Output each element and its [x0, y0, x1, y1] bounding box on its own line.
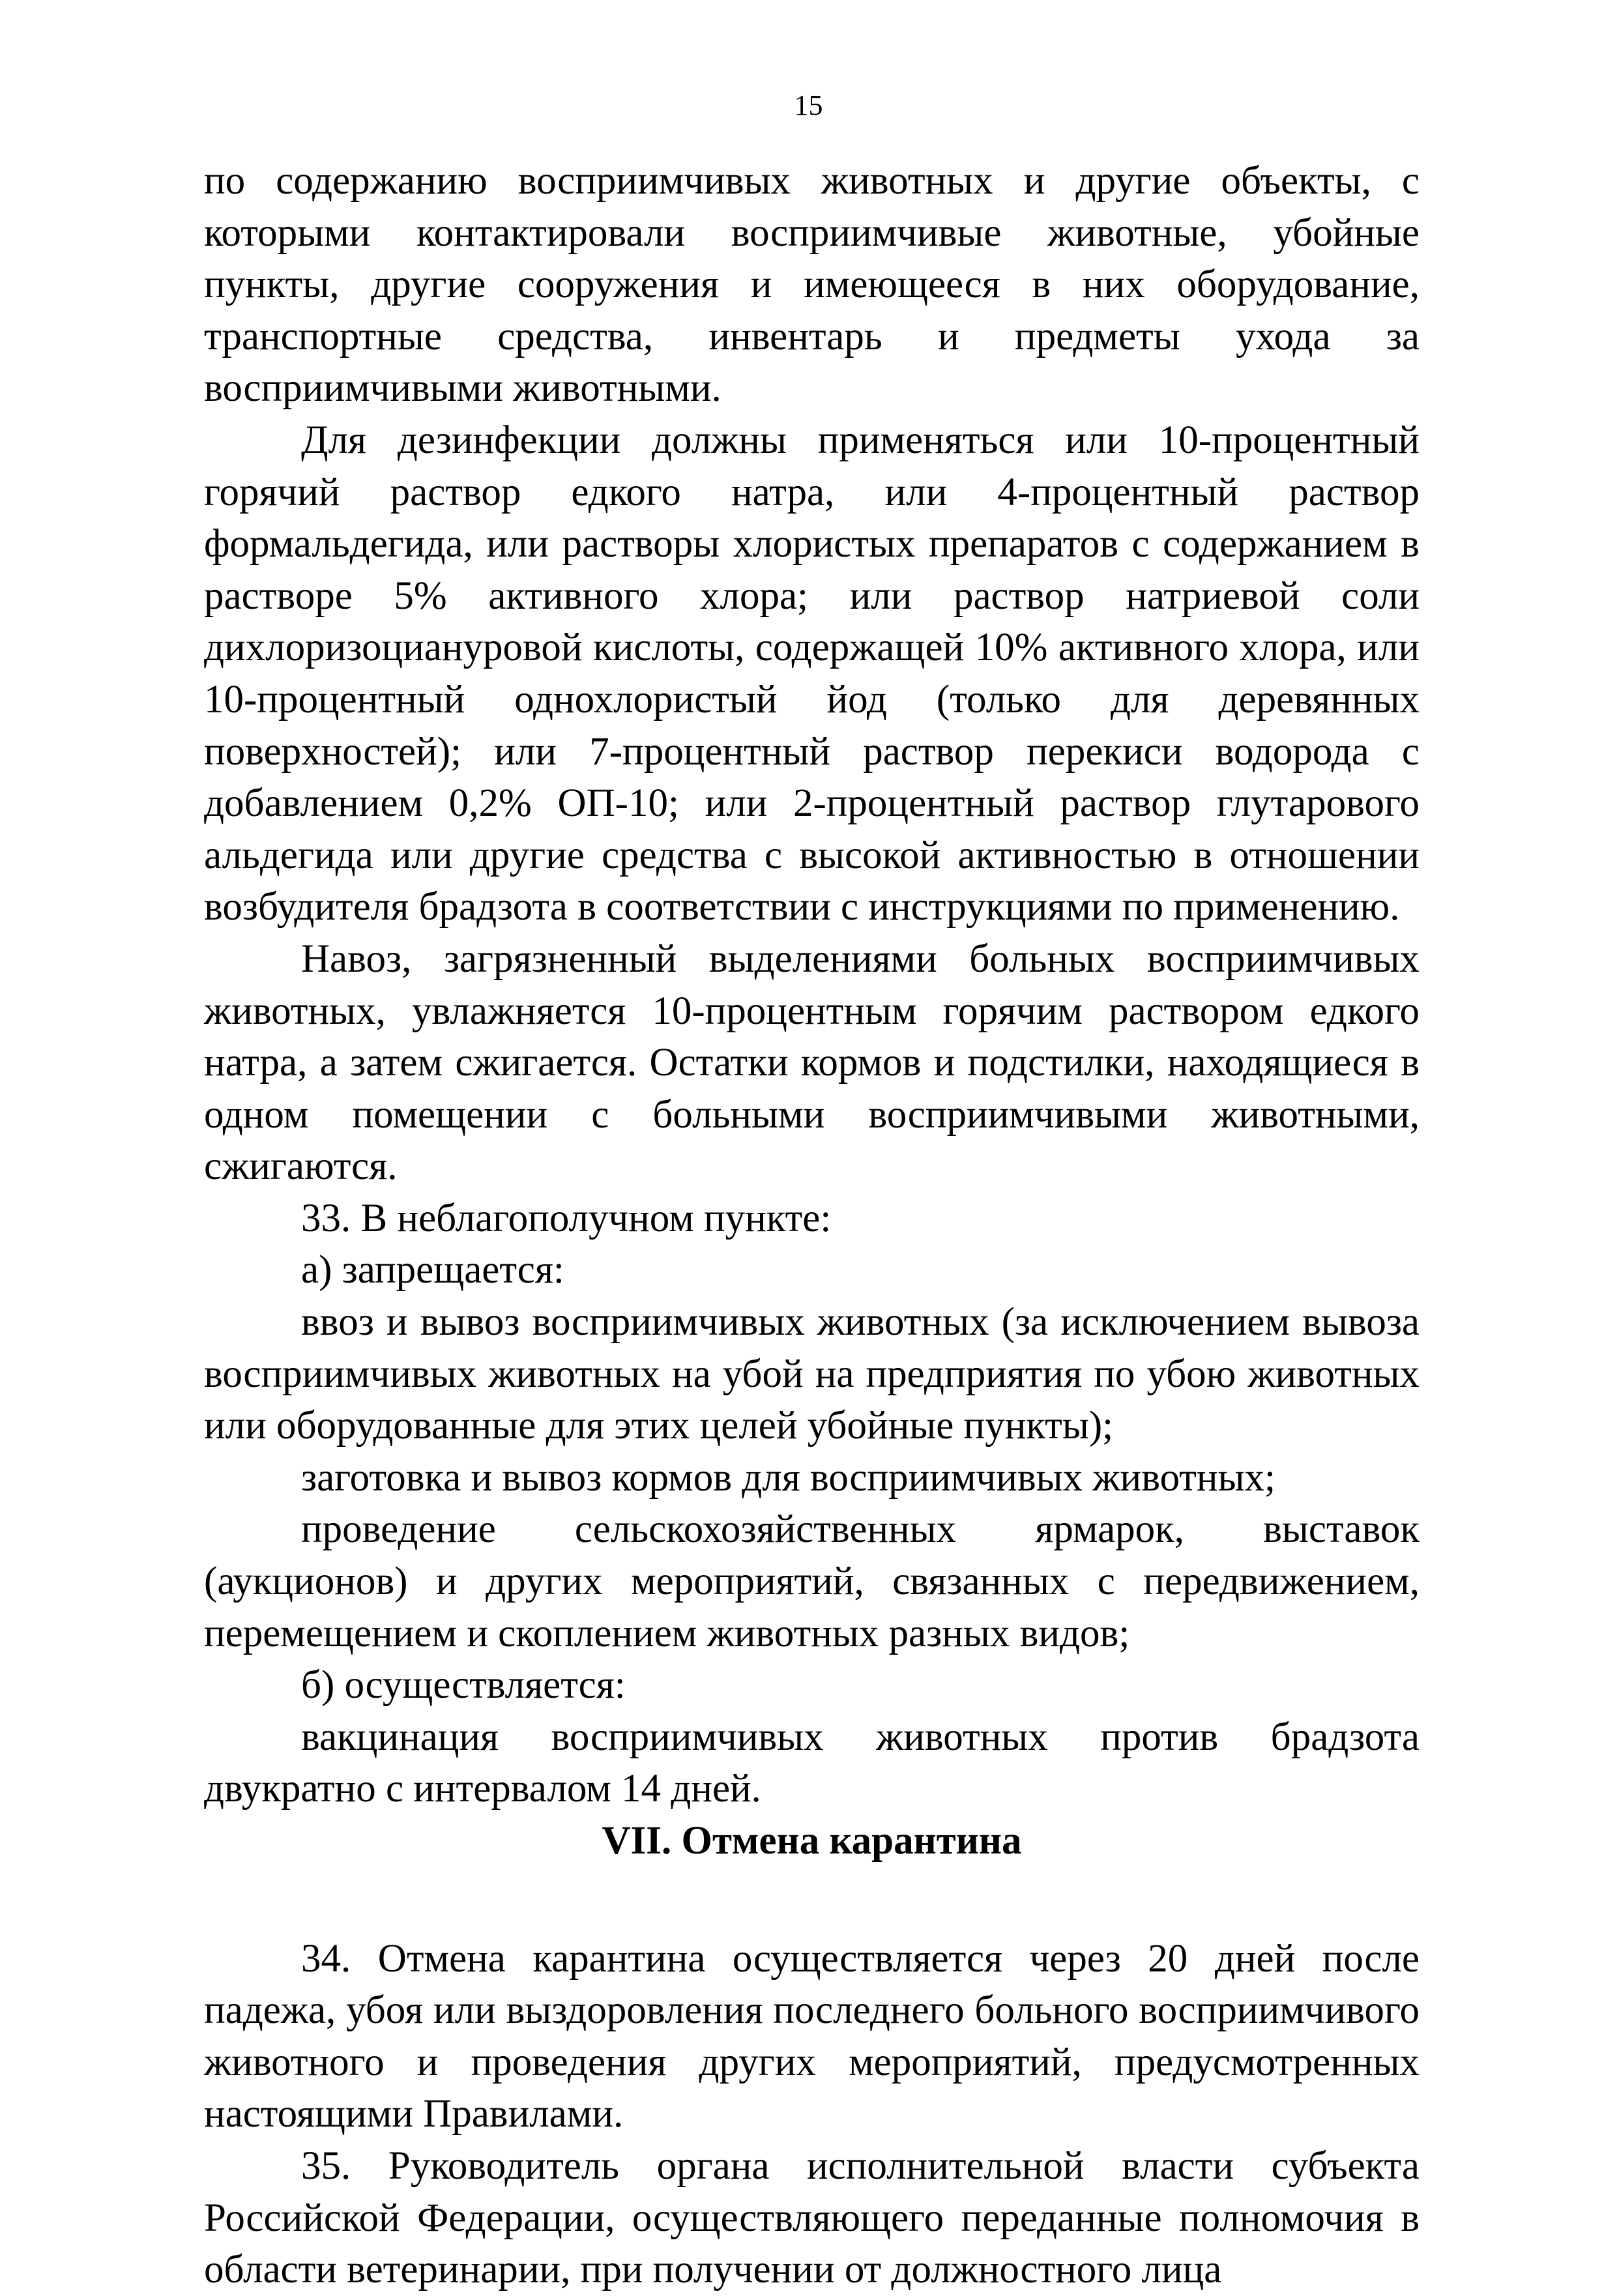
subclause-a: а) запрещается:	[301, 1248, 564, 1292]
list-item: заготовка и вывоз кормов для восприимчивых животных;	[301, 1455, 1276, 1500]
paragraph-manure: Навоз, загрязненный выделениями больных восприимчивых животных, увлажняется 10-процентным горячим раствором едкого натра, а затем сжигается. Остатки кормов и подстилки, находящиеся в одном помещении с больными восприимчивыми животными, сжигаются.	[204, 937, 1420, 1189]
list-item: ввоз и вывоз восприимчивых животных (за исключением вывоза восприимчивых животных на убой на предприятия по убою животных или оборудованные для этих целей убойные пункты);	[204, 1300, 1420, 1448]
section-heading: VII. Отмена карантина	[602, 1819, 1022, 1863]
subclause-b: б) осуществляется:	[301, 1663, 626, 1707]
section-spacer	[204, 1867, 1420, 1933]
list-item: вакцинация восприимчивых животных против брадзота двукратно с интервалом 14 дней.	[204, 1715, 1420, 1811]
list-item: проведение сельскохозяйственных ярмарок, выставок (аукционов) и других мероприятий, связанных с передвижением, перемещением и скоплением животных разных видов;	[204, 1507, 1420, 1655]
clause-34: 34. Отмена карантина осуществляется через 20 дней после падежа, убоя или выздоровления последнего больного восприимчивого животного и проведения других мероприятий, предусмотренных настоящими Правилами.	[204, 1936, 1420, 2136]
paragraph-disinfection: Для дезинфекции должны применяться или 10-процентный горячий раствор едкого натра, или 4-процентный раствор формальдегида, или растворы хлористых препаратов с содержанием в растворе 5% активного хлора; или раствор натриевой соли дихлоризоциануровой кислоты, содержащей 10% активного хлора, или 10-процентный однохлористый йод (только для деревянных поверхностей); или 7-процентный раствор перекиси водорода с добавлением 0,2% ОП-10; или 2-процентный раствор глутарового альдегида или другие средства с высокой активностью в отношении возбудителя брадзота в соответствии с инструкциями по применению.	[204, 418, 1420, 929]
page-number: 15	[794, 89, 823, 121]
document-body	[204, 155, 1420, 2296]
paragraph-continuation: по содержанию восприимчивых животных и другие объекты, с которыми контактировали восприимчивые животные, убойные пункты, другие сооружения и имеющееся в них оборудование, транспортные средства, инвентарь и предметы ухода за восприимчивыми животными.	[204, 159, 1420, 411]
clause-35: 35. Руководитель органа исполнительной власти субъекта Российской Федерации, осуществляющего переданные полномочия в области ветеринарии, при получении от должностного лица	[204, 2143, 1420, 2292]
clause-33: 33. В неблагополучном пункте:	[301, 1196, 832, 1240]
